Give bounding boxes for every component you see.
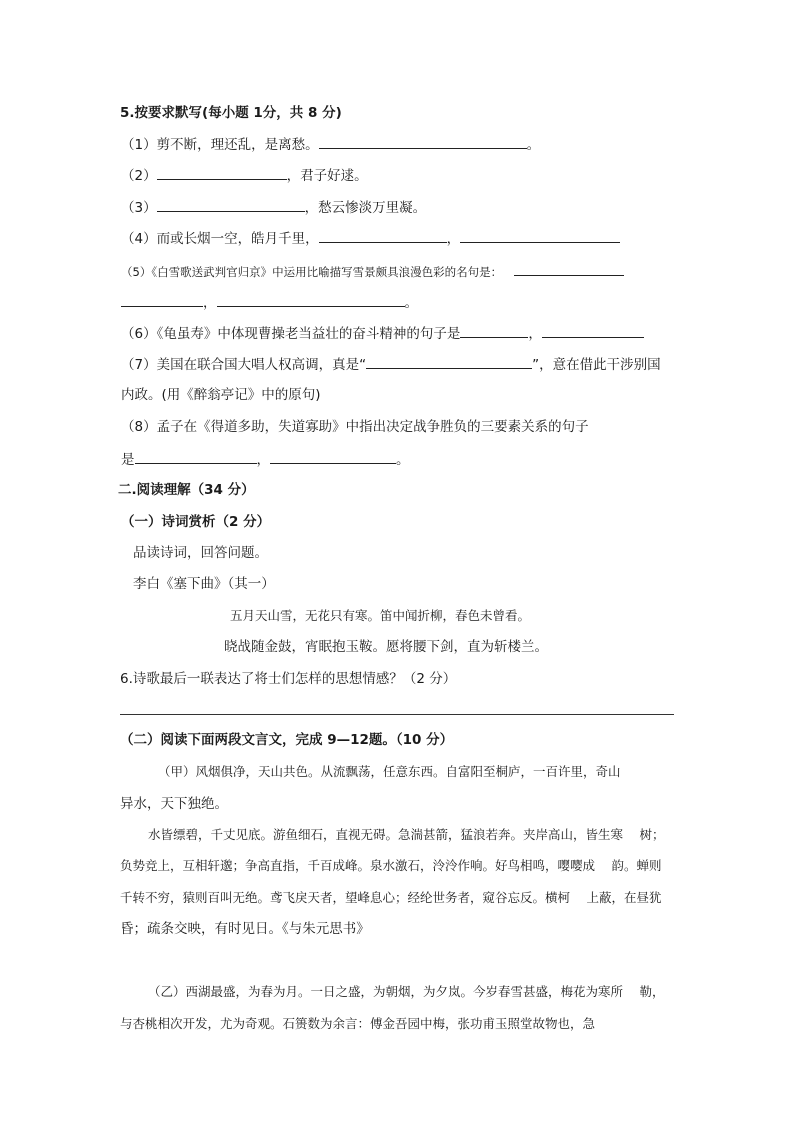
question-5-5-continued — [121, 293, 418, 312]
question-text: 。 — [526, 137, 541, 153]
question-5-7 — [121, 355, 661, 374]
question-text: 是 — [121, 452, 135, 468]
question-5-2 — [121, 166, 368, 185]
question-5-8-continued — [121, 450, 410, 469]
poem-title: 李白《塞下曲》（其一） — [133, 576, 275, 592]
poetry-section-heading: （一）诗词赏析（2 分） — [121, 514, 271, 530]
answer-blank[interactable] — [514, 262, 624, 276]
answer-blank[interactable] — [157, 198, 305, 212]
passage-yi-line: （乙）西湖最盛，为春为月。一日之盛，为朝烟，为夕岚。今岁春雪甚盛，梅花为寒所 勒， — [148, 984, 665, 999]
question-5-6 — [121, 324, 644, 343]
question-text: （1）剪不断，理还乱，是离愁。 — [121, 137, 319, 153]
question-text: （5）《白雪歌送武判官归京》中运用比喻描写雪景颇具浪漫色彩的名句是： — [121, 265, 503, 279]
answer-blank[interactable] — [366, 355, 532, 369]
passage-yi-line: 与杏桃相次开发，尤为奇观。石篑数为余言：傅金吾园中梅，张功甫玉照堂故物也，急 — [120, 1016, 596, 1031]
question-text: ，君子好逑。 — [286, 168, 368, 184]
question-text: ， — [528, 326, 542, 342]
answer-blank[interactable] — [121, 293, 203, 307]
question-6: 6.诗歌最后一联表达了将士们怎样的思想情感？（2 分） — [120, 671, 457, 687]
passage-jia-line: （甲）风烟俱净，天山共色。从流飘荡，任意东西。自富阳至桐庐，一百许里，奇山 — [158, 764, 621, 779]
answer-blank[interactable] — [270, 450, 396, 464]
question-text: ”，意在借此干涉别国 — [532, 357, 661, 373]
question-text: （6）《龟虽寿》中体现曹操老当益壮的奋斗精神的句子是 — [121, 326, 461, 342]
passage-jia-line: 昏；疏条交映，有时见日。《与朱元思书》 — [120, 921, 370, 937]
answer-blank[interactable] — [460, 324, 528, 338]
question-text: （4）而或长烟一空，皓月千里， — [121, 231, 319, 247]
answer-blank[interactable] — [319, 229, 447, 243]
answer-blank[interactable] — [157, 166, 287, 180]
section-5-heading: 5.按要求默写(每小题 1分，共 8 分) — [120, 105, 342, 121]
poetry-instruction: 品读诗词，回答问题。 — [133, 545, 268, 561]
question-text: ， — [203, 295, 217, 311]
question-text: 。 — [396, 452, 410, 468]
answer-blank[interactable] — [319, 135, 527, 149]
classical-section-heading: （二）阅读下面两段文言文，完成 9—12题。（10 分） — [120, 732, 454, 748]
poem-line: 晓战随金鼓，宵眠抱玉鞍。愿将腰下剑，直为斩楼兰。 — [224, 639, 548, 655]
question-5-1 — [121, 135, 540, 154]
poem-line: 五月天山雪，无花只有寒。笛中闻折柳，春色未曾看。 — [230, 608, 531, 623]
question-text: ， — [446, 231, 461, 247]
question-text: 。 — [404, 295, 418, 311]
question-text: ， — [256, 452, 270, 468]
section-2-heading: 二.阅读理解（34 分） — [118, 482, 255, 498]
question-5-3 — [121, 198, 426, 217]
question-5-8: （8）孟子在《得道多助，失道寡助》中指出决定战争胜负的三要素关系的句子 — [121, 419, 589, 435]
passage-jia-line: 异水，天下独绝。 — [120, 796, 228, 812]
passage-jia-line: 负势竞上，互相轩邈；争高直指，千百成峰。泉水激石，泠泠作响。好鸟相鸣，嘤嘤成 韵。蝉则 — [120, 858, 662, 873]
passage-jia-line: 千转不穷，猿则百叫无绝。鸢飞戾天者，望峰息心；经纶世务者，窥谷忘反。横柯 上蔽，在昼犹 — [120, 890, 662, 905]
question-5-4 — [121, 229, 620, 248]
question-text: （3） — [121, 200, 157, 216]
answer-line[interactable] — [120, 714, 674, 715]
question-text: （7）美国在联合国大唱人权高调，真是“ — [121, 357, 367, 373]
answer-blank[interactable] — [460, 229, 620, 243]
question-text: （2） — [121, 168, 157, 184]
question-text: ，愁云惨淡万里凝。 — [304, 200, 427, 216]
answer-blank[interactable] — [542, 324, 644, 338]
question-5-7-continued: 内政。(用《醉翁亭记》中的原句) — [121, 387, 321, 403]
answer-blank[interactable] — [217, 293, 405, 307]
question-5-5 — [121, 262, 624, 281]
passage-jia-line: 水皆缥碧，千丈见底。游鱼细石，直视无碍。急湍甚箭，猛浪若奔。夹岸高山，皆生寒 树； — [148, 827, 665, 842]
answer-blank[interactable] — [135, 450, 257, 464]
